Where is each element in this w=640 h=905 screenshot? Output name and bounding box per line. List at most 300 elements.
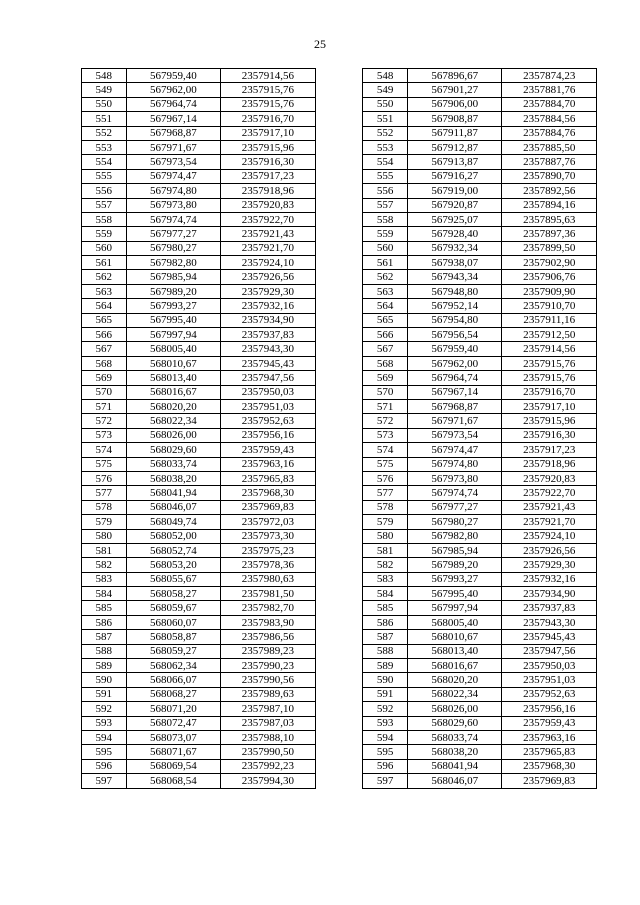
left-x-coordinate-cell: 568041,94: [126, 486, 221, 500]
right-point-number-cell: 588: [363, 644, 408, 658]
left-x-coordinate-cell: 568010,67: [126, 356, 221, 370]
right-point-number-cell: 594: [363, 730, 408, 744]
left-y-coordinate-cell: 2357972,03: [221, 515, 316, 529]
left-y-coordinate-cell: 2357990,56: [221, 673, 316, 687]
right-point-number-cell: 573: [363, 428, 408, 442]
left-point-number-cell: 553: [82, 140, 127, 154]
right-x-coordinate-cell: 567959,40: [407, 342, 502, 356]
left-x-coordinate-cell: 568059,27: [126, 644, 221, 658]
table-row: [82, 227, 597, 241]
left-x-coordinate-cell: 567974,47: [126, 169, 221, 183]
right-y-coordinate-cell: 2357969,83: [502, 774, 597, 788]
left-y-coordinate-cell: 2357950,03: [221, 385, 316, 399]
right-x-coordinate-cell: 567938,07: [407, 256, 502, 270]
right-y-coordinate-cell: 2357959,43: [502, 716, 597, 730]
right-point-number-cell: 564: [363, 299, 408, 313]
right-y-coordinate-cell: 2357911,16: [502, 313, 597, 327]
column-gap: [315, 414, 363, 428]
left-point-number-cell: 551: [82, 112, 127, 126]
left-y-coordinate-cell: 2357980,63: [221, 572, 316, 586]
table-row: [82, 659, 597, 673]
right-y-coordinate-cell: 2357924,10: [502, 529, 597, 543]
right-x-coordinate-cell: 567913,87: [407, 155, 502, 169]
column-gap: [315, 774, 363, 788]
column-gap: [315, 342, 363, 356]
table-row: [82, 399, 597, 413]
left-y-coordinate-cell: 2357982,70: [221, 601, 316, 615]
table-row: [82, 270, 597, 284]
left-point-number-cell: 572: [82, 414, 127, 428]
left-point-number-cell: 568: [82, 356, 127, 370]
table-row: [82, 212, 597, 226]
left-x-coordinate-cell: 568058,27: [126, 587, 221, 601]
left-y-coordinate-cell: 2357924,10: [221, 256, 316, 270]
right-y-coordinate-cell: 2357943,30: [502, 615, 597, 629]
table-row: [82, 515, 597, 529]
column-gap: [315, 428, 363, 442]
left-y-coordinate-cell: 2357920,83: [221, 198, 316, 212]
left-x-coordinate-cell: 567967,14: [126, 112, 221, 126]
table-row: [82, 83, 597, 97]
right-y-coordinate-cell: 2357926,56: [502, 543, 597, 557]
table-row: [82, 601, 597, 615]
column-gap: [315, 443, 363, 457]
left-point-number-cell: 574: [82, 443, 127, 457]
left-x-coordinate-cell: 568053,20: [126, 558, 221, 572]
right-y-coordinate-cell: 2357887,76: [502, 155, 597, 169]
right-y-coordinate-cell: 2357917,23: [502, 443, 597, 457]
left-point-number-cell: 590: [82, 673, 127, 687]
column-gap: [315, 659, 363, 673]
right-x-coordinate-cell: 567906,00: [407, 97, 502, 111]
left-x-coordinate-cell: 568068,27: [126, 687, 221, 701]
column-gap: [315, 371, 363, 385]
right-y-coordinate-cell: 2357890,70: [502, 169, 597, 183]
column-gap: [315, 730, 363, 744]
right-x-coordinate-cell: 567901,27: [407, 83, 502, 97]
left-x-coordinate-cell: 567982,80: [126, 256, 221, 270]
left-x-coordinate-cell: 567964,74: [126, 97, 221, 111]
left-x-coordinate-cell: 567997,94: [126, 328, 221, 342]
right-point-number-cell: 583: [363, 572, 408, 586]
left-y-coordinate-cell: 2357956,16: [221, 428, 316, 442]
table-row: [82, 198, 597, 212]
right-point-number-cell: 568: [363, 356, 408, 370]
column-gap: [315, 558, 363, 572]
left-y-coordinate-cell: 2357922,70: [221, 212, 316, 226]
right-point-number-cell: 548: [363, 69, 408, 83]
left-y-coordinate-cell: 2357990,23: [221, 659, 316, 673]
right-y-coordinate-cell: 2357963,16: [502, 730, 597, 744]
left-x-coordinate-cell: 567971,67: [126, 140, 221, 154]
column-gap: [315, 356, 363, 370]
column-gap: [315, 97, 363, 111]
right-x-coordinate-cell: 567989,20: [407, 558, 502, 572]
left-x-coordinate-cell: 567993,27: [126, 299, 221, 313]
left-point-number-cell: 576: [82, 471, 127, 485]
left-x-coordinate-cell: 567962,00: [126, 83, 221, 97]
left-x-coordinate-cell: 568022,34: [126, 414, 221, 428]
right-x-coordinate-cell: 568005,40: [407, 615, 502, 629]
table-row: [82, 500, 597, 514]
left-y-coordinate-cell: 2357989,23: [221, 644, 316, 658]
left-point-number-cell: 563: [82, 284, 127, 298]
left-point-number-cell: 596: [82, 759, 127, 773]
table-row: [82, 615, 597, 629]
left-y-coordinate-cell: 2357943,30: [221, 342, 316, 356]
right-y-coordinate-cell: 2357899,50: [502, 241, 597, 255]
table-row: [82, 184, 597, 198]
table-row: [82, 126, 597, 140]
left-x-coordinate-cell: 568073,07: [126, 730, 221, 744]
left-point-number-cell: 585: [82, 601, 127, 615]
left-point-number-cell: 578: [82, 500, 127, 514]
right-x-coordinate-cell: 568038,20: [407, 745, 502, 759]
right-point-number-cell: 551: [363, 112, 408, 126]
left-x-coordinate-cell: 568069,54: [126, 759, 221, 773]
right-y-coordinate-cell: 2357934,90: [502, 587, 597, 601]
table-row: [82, 702, 597, 716]
right-y-coordinate-cell: 2357915,76: [502, 356, 597, 370]
table-row: [82, 313, 597, 327]
right-y-coordinate-cell: 2357916,70: [502, 385, 597, 399]
table-row: [82, 572, 597, 586]
left-y-coordinate-cell: 2357994,30: [221, 774, 316, 788]
column-gap: [315, 126, 363, 140]
table-row: [82, 745, 597, 759]
table-row: [82, 529, 597, 543]
right-x-coordinate-cell: 568022,34: [407, 687, 502, 701]
right-point-number-cell: 558: [363, 212, 408, 226]
left-x-coordinate-cell: 567973,80: [126, 198, 221, 212]
left-point-number-cell: 561: [82, 256, 127, 270]
right-y-coordinate-cell: 2357947,56: [502, 644, 597, 658]
left-point-number-cell: 584: [82, 587, 127, 601]
left-x-coordinate-cell: 568071,20: [126, 702, 221, 716]
left-x-coordinate-cell: 568066,07: [126, 673, 221, 687]
column-gap: [315, 227, 363, 241]
right-y-coordinate-cell: 2357917,10: [502, 399, 597, 413]
right-y-coordinate-cell: 2357921,70: [502, 515, 597, 529]
left-y-coordinate-cell: 2357915,96: [221, 140, 316, 154]
right-y-coordinate-cell: 2357937,83: [502, 601, 597, 615]
left-x-coordinate-cell: 567989,20: [126, 284, 221, 298]
left-point-number-cell: 573: [82, 428, 127, 442]
right-point-number-cell: 560: [363, 241, 408, 255]
table-row: [82, 284, 597, 298]
right-y-coordinate-cell: 2357884,70: [502, 97, 597, 111]
table-row: [82, 471, 597, 485]
left-y-coordinate-cell: 2357959,43: [221, 443, 316, 457]
column-gap: [315, 572, 363, 586]
right-point-number-cell: 586: [363, 615, 408, 629]
right-point-number-cell: 576: [363, 471, 408, 485]
left-y-coordinate-cell: 2357975,23: [221, 543, 316, 557]
right-x-coordinate-cell: 568041,94: [407, 759, 502, 773]
right-point-number-cell: 557: [363, 198, 408, 212]
left-x-coordinate-cell: 568033,74: [126, 457, 221, 471]
left-y-coordinate-cell: 2357917,10: [221, 126, 316, 140]
table-row: [82, 558, 597, 572]
right-point-number-cell: 591: [363, 687, 408, 701]
left-y-coordinate-cell: 2357918,96: [221, 184, 316, 198]
right-y-coordinate-cell: 2357932,16: [502, 572, 597, 586]
table-row: [82, 644, 597, 658]
left-y-coordinate-cell: 2357916,30: [221, 155, 316, 169]
right-point-number-cell: 554: [363, 155, 408, 169]
table-row: [82, 371, 597, 385]
right-point-number-cell: 581: [363, 543, 408, 557]
right-x-coordinate-cell: 567995,40: [407, 587, 502, 601]
column-gap: [315, 457, 363, 471]
right-y-coordinate-cell: 2357929,30: [502, 558, 597, 572]
right-x-coordinate-cell: 568010,67: [407, 630, 502, 644]
table-row: [82, 155, 597, 169]
table-row: [82, 543, 597, 557]
right-x-coordinate-cell: 567925,07: [407, 212, 502, 226]
left-point-number-cell: 554: [82, 155, 127, 169]
right-y-coordinate-cell: 2357922,70: [502, 486, 597, 500]
right-x-coordinate-cell: 567948,80: [407, 284, 502, 298]
right-point-number-cell: 552: [363, 126, 408, 140]
right-point-number-cell: 580: [363, 529, 408, 543]
table-row: [82, 342, 597, 356]
right-x-coordinate-cell: 567973,54: [407, 428, 502, 442]
right-y-coordinate-cell: 2357874,23: [502, 69, 597, 83]
left-y-coordinate-cell: 2357987,03: [221, 716, 316, 730]
right-y-coordinate-cell: 2357952,63: [502, 687, 597, 701]
left-x-coordinate-cell: 568005,40: [126, 342, 221, 356]
right-point-number-cell: 596: [363, 759, 408, 773]
column-gap: [315, 169, 363, 183]
left-y-coordinate-cell: 2357981,50: [221, 587, 316, 601]
left-y-coordinate-cell: 2357987,10: [221, 702, 316, 716]
right-point-number-cell: 574: [363, 443, 408, 457]
left-y-coordinate-cell: 2357915,76: [221, 83, 316, 97]
right-point-number-cell: 587: [363, 630, 408, 644]
right-x-coordinate-cell: 567964,74: [407, 371, 502, 385]
right-x-coordinate-cell: 567962,00: [407, 356, 502, 370]
left-point-number-cell: 589: [82, 659, 127, 673]
right-point-number-cell: 559: [363, 227, 408, 241]
right-point-number-cell: 553: [363, 140, 408, 154]
left-x-coordinate-cell: 568062,34: [126, 659, 221, 673]
left-x-coordinate-cell: 568013,40: [126, 371, 221, 385]
column-gap: [315, 471, 363, 485]
left-point-number-cell: 567: [82, 342, 127, 356]
left-x-coordinate-cell: 567977,27: [126, 227, 221, 241]
right-x-coordinate-cell: 568020,20: [407, 673, 502, 687]
right-x-coordinate-cell: 567916,27: [407, 169, 502, 183]
right-point-number-cell: 595: [363, 745, 408, 759]
right-y-coordinate-cell: 2357912,50: [502, 328, 597, 342]
left-x-coordinate-cell: 568060,07: [126, 615, 221, 629]
right-x-coordinate-cell: 567974,80: [407, 457, 502, 471]
right-x-coordinate-cell: 568046,07: [407, 774, 502, 788]
table-row: [82, 730, 597, 744]
table-row: [82, 140, 597, 154]
left-y-coordinate-cell: 2357983,90: [221, 615, 316, 629]
column-gap: [315, 601, 363, 615]
left-x-coordinate-cell: 567995,40: [126, 313, 221, 327]
right-point-number-cell: 584: [363, 587, 408, 601]
left-x-coordinate-cell: 568058,87: [126, 630, 221, 644]
left-y-coordinate-cell: 2357945,43: [221, 356, 316, 370]
table-row: [82, 673, 597, 687]
right-x-coordinate-cell: 567919,00: [407, 184, 502, 198]
left-point-number-cell: 594: [82, 730, 127, 744]
coordinates-table-body: [82, 69, 597, 789]
right-point-number-cell: 585: [363, 601, 408, 615]
left-point-number-cell: 586: [82, 615, 127, 629]
left-x-coordinate-cell: 568049,74: [126, 515, 221, 529]
right-y-coordinate-cell: 2357920,83: [502, 471, 597, 485]
table-row: [82, 414, 597, 428]
right-y-coordinate-cell: 2357895,63: [502, 212, 597, 226]
left-y-coordinate-cell: 2357986,56: [221, 630, 316, 644]
column-gap: [315, 716, 363, 730]
right-y-coordinate-cell: 2357921,43: [502, 500, 597, 514]
left-y-coordinate-cell: 2357951,03: [221, 399, 316, 413]
left-x-coordinate-cell: 567974,74: [126, 212, 221, 226]
left-y-coordinate-cell: 2357973,30: [221, 529, 316, 543]
column-gap: [315, 486, 363, 500]
right-point-number-cell: 570: [363, 385, 408, 399]
right-x-coordinate-cell: 567956,54: [407, 328, 502, 342]
left-point-number-cell: 587: [82, 630, 127, 644]
left-y-coordinate-cell: 2357914,56: [221, 69, 316, 83]
right-x-coordinate-cell: 567967,14: [407, 385, 502, 399]
right-y-coordinate-cell: 2357915,96: [502, 414, 597, 428]
right-x-coordinate-cell: 567973,80: [407, 471, 502, 485]
right-point-number-cell: 566: [363, 328, 408, 342]
left-x-coordinate-cell: 568038,20: [126, 471, 221, 485]
table-row: [82, 256, 597, 270]
table-row: [82, 443, 597, 457]
column-gap: [315, 184, 363, 198]
right-x-coordinate-cell: 568026,00: [407, 702, 502, 716]
right-y-coordinate-cell: 2357892,56: [502, 184, 597, 198]
right-x-coordinate-cell: 568029,60: [407, 716, 502, 730]
table-row: [82, 457, 597, 471]
left-x-coordinate-cell: 567968,87: [126, 126, 221, 140]
left-y-coordinate-cell: 2357916,70: [221, 112, 316, 126]
right-x-coordinate-cell: 567896,67: [407, 69, 502, 83]
column-gap: [315, 587, 363, 601]
left-x-coordinate-cell: 567973,54: [126, 155, 221, 169]
column-gap: [315, 759, 363, 773]
right-point-number-cell: 578: [363, 500, 408, 514]
column-gap: [315, 702, 363, 716]
column-gap: [315, 270, 363, 284]
left-x-coordinate-cell: 568071,67: [126, 745, 221, 759]
right-x-coordinate-cell: 567911,87: [407, 126, 502, 140]
right-x-coordinate-cell: 567997,94: [407, 601, 502, 615]
right-y-coordinate-cell: 2357902,90: [502, 256, 597, 270]
right-point-number-cell: 565: [363, 313, 408, 327]
right-x-coordinate-cell: 567977,27: [407, 500, 502, 514]
column-gap: [315, 198, 363, 212]
left-point-number-cell: 582: [82, 558, 127, 572]
right-y-coordinate-cell: 2357884,76: [502, 126, 597, 140]
left-point-number-cell: 591: [82, 687, 127, 701]
column-gap: [315, 644, 363, 658]
left-point-number-cell: 577: [82, 486, 127, 500]
right-x-coordinate-cell: 568013,40: [407, 644, 502, 658]
right-y-coordinate-cell: 2357881,76: [502, 83, 597, 97]
column-gap: [315, 212, 363, 226]
left-x-coordinate-cell: 568020,20: [126, 399, 221, 413]
right-point-number-cell: 593: [363, 716, 408, 730]
column-gap: [315, 241, 363, 255]
column-gap: [315, 83, 363, 97]
column-gap: [315, 284, 363, 298]
column-gap: [315, 385, 363, 399]
right-x-coordinate-cell: 567982,80: [407, 529, 502, 543]
right-x-coordinate-cell: 567912,87: [407, 140, 502, 154]
column-gap: [315, 299, 363, 313]
page-number: 25: [314, 37, 326, 51]
right-point-number-cell: 555: [363, 169, 408, 183]
right-point-number-cell: 561: [363, 256, 408, 270]
left-x-coordinate-cell: 568059,67: [126, 601, 221, 615]
right-point-number-cell: 563: [363, 284, 408, 298]
right-point-number-cell: 577: [363, 486, 408, 500]
right-x-coordinate-cell: 567974,47: [407, 443, 502, 457]
table-row: [82, 587, 597, 601]
right-x-coordinate-cell: 568016,67: [407, 659, 502, 673]
left-y-coordinate-cell: 2357921,43: [221, 227, 316, 241]
right-x-coordinate-cell: 567954,80: [407, 313, 502, 327]
left-y-coordinate-cell: 2357917,23: [221, 169, 316, 183]
left-point-number-cell: 566: [82, 328, 127, 342]
right-y-coordinate-cell: 2357914,56: [502, 342, 597, 356]
right-x-coordinate-cell: 568033,74: [407, 730, 502, 744]
left-y-coordinate-cell: 2357978,36: [221, 558, 316, 572]
left-point-number-cell: 565: [82, 313, 127, 327]
left-y-coordinate-cell: 2357947,56: [221, 371, 316, 385]
left-y-coordinate-cell: 2357952,63: [221, 414, 316, 428]
right-x-coordinate-cell: 567952,14: [407, 299, 502, 313]
table-row: [82, 630, 597, 644]
left-point-number-cell: 575: [82, 457, 127, 471]
right-y-coordinate-cell: 2357909,90: [502, 284, 597, 298]
column-gap: [315, 313, 363, 327]
left-x-coordinate-cell: 567980,27: [126, 241, 221, 255]
left-y-coordinate-cell: 2357932,16: [221, 299, 316, 313]
right-point-number-cell: 572: [363, 414, 408, 428]
table-row: [82, 356, 597, 370]
left-point-number-cell: 557: [82, 198, 127, 212]
column-gap: [315, 500, 363, 514]
left-y-coordinate-cell: 2357963,16: [221, 457, 316, 471]
right-y-coordinate-cell: 2357906,76: [502, 270, 597, 284]
right-y-coordinate-cell: 2357916,30: [502, 428, 597, 442]
right-y-coordinate-cell: 2357968,30: [502, 759, 597, 773]
right-y-coordinate-cell: 2357894,16: [502, 198, 597, 212]
left-x-coordinate-cell: 568068,54: [126, 774, 221, 788]
column-gap: [315, 745, 363, 759]
left-y-coordinate-cell: 2357968,30: [221, 486, 316, 500]
table-row: [82, 687, 597, 701]
right-y-coordinate-cell: 2357965,83: [502, 745, 597, 759]
table-row: [82, 299, 597, 313]
left-y-coordinate-cell: 2357992,23: [221, 759, 316, 773]
left-point-number-cell: 592: [82, 702, 127, 716]
left-point-number-cell: 558: [82, 212, 127, 226]
table-row: [82, 486, 597, 500]
right-x-coordinate-cell: 567993,27: [407, 572, 502, 586]
